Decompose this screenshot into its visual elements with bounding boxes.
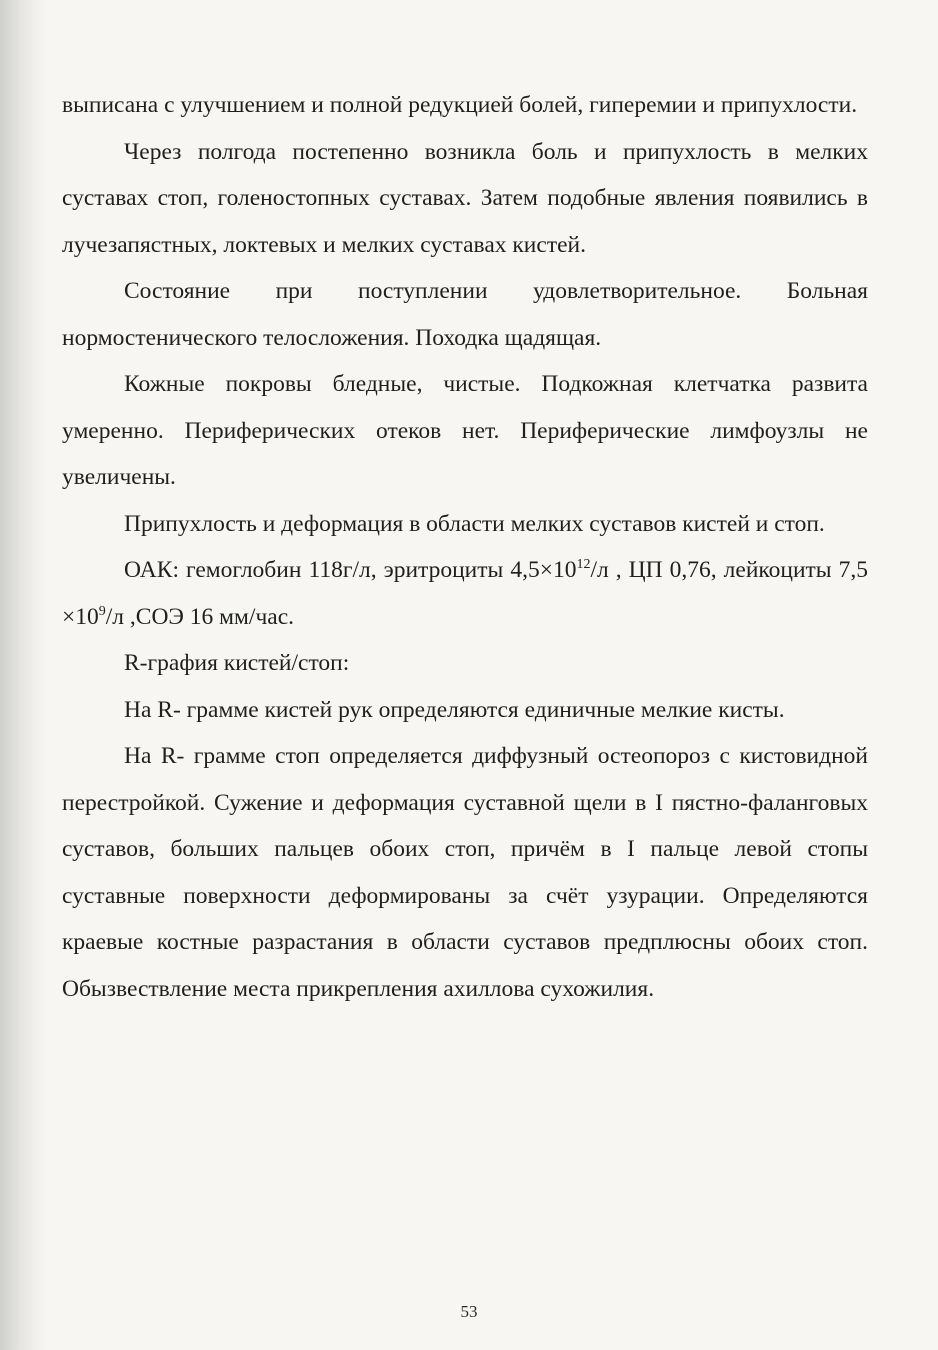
superscript-exponent: 12	[576, 557, 591, 573]
text-segment: Кожные покровы бледные, чистые. Подкожная клетчатка развита умеренно. Периферических отеков нет. Периферические лимфоузлы не увеличены.	[62, 371, 868, 490]
text-segment: Через полгода постепенно возникла боль и припухлость в мелких суставах стоп, голеностопных суставах. Затем подобные явления появились в лучезапястных, локтевых и мелких суставах кистей.	[62, 138, 868, 258]
paragraph-6	[62, 547, 868, 640]
text-segment: /л , ЦП 0,76, лейкоциты 7,5 ×10	[62, 557, 868, 630]
paragraph-7	[62, 640, 868, 687]
paragraph-3	[62, 268, 868, 361]
text-segment: Состояние при поступлении удовлетворительное. Больная нормостенического телосложения. Походка щадящая.	[62, 278, 868, 351]
page-body	[62, 82, 868, 1012]
text-segment: выписана с улучшением и полной редукцией болей, гиперемии и припухлости.	[62, 92, 858, 118]
text-segment: ОАК: гемоглобин 118г/л, эритроциты 4,5×10	[124, 557, 577, 583]
scan-edge-shadow	[0, 0, 46, 1350]
superscript-exponent: 9	[98, 603, 106, 619]
paragraph-8	[62, 687, 868, 734]
paragraph-2	[62, 129, 868, 269]
paragraph-5	[62, 501, 868, 548]
paragraph-4	[62, 361, 868, 501]
text-segment: На R- грамме стоп определяется диффузный остеопороз с кистовидной перестройкой. Сужение и деформация суставной щели в I пястно-фаланговых суставов, больших пальцев обоих стоп, причём в I пальце левой стопы суставные поверхности деформированы за счёт узурации. Определяются краевые костные разрастания в области суставов предплюсны обоих стоп. Обызвествление места прикрепления ахиллова сухожилия.	[62, 743, 868, 1002]
paragraph-9	[62, 733, 868, 1012]
paragraph-1	[62, 82, 868, 129]
text-segment: R-графия кистей/стоп:	[124, 650, 350, 676]
text-segment: /л ,СОЭ 16 мм/час.	[105, 603, 295, 630]
text-segment: Припухлость и деформация в области мелких суставов кистей и стоп.	[124, 510, 825, 537]
page-number: 53	[460, 1302, 478, 1321]
text-segment: На R- грамме кистей рук определяются единичные мелкие кисты.	[124, 696, 785, 723]
